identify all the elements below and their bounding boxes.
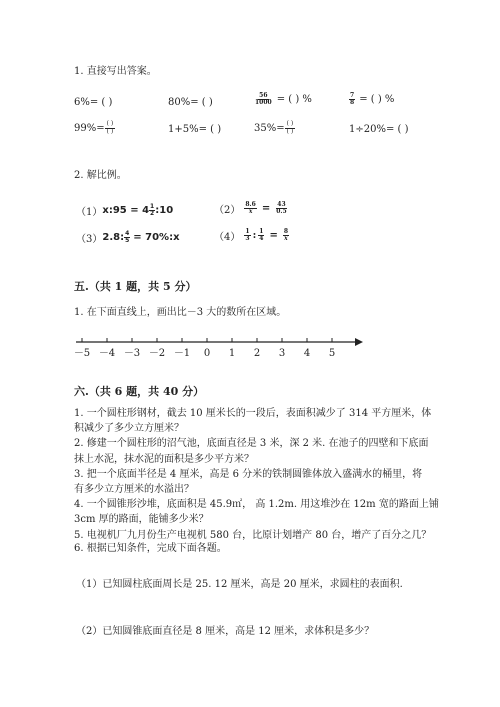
q1-item-1: 6%= ( ) — [74, 97, 113, 108]
s6-line: 5. 电视机厂九月份生产电视机 580 台，比原计划增产 80 台，增产了百分之几？ — [74, 529, 432, 541]
tick-label: －3 — [123, 348, 141, 359]
q1-item-7: 35%= $\frac{( )}{( )}$ — [254, 120, 294, 135]
tick-label: 4 — [303, 348, 311, 359]
tick-label: －4 — [98, 348, 116, 359]
tick-label: －1 — [173, 348, 191, 359]
number-line — [70, 334, 370, 362]
tick-label: －2 — [148, 348, 166, 359]
q1-item-5: 99%= $\frac{( )}{( )}$ — [74, 120, 114, 135]
q2-item-1: （1） x:95 = 4 $\frac{1}{2}$ :10 — [76, 203, 174, 218]
answer-fraction: $\frac{( )}{( )}$ — [106, 120, 114, 135]
q1-title: 1. 直接写出答案。 — [74, 66, 157, 77]
tick-label: 3 — [278, 348, 286, 359]
q2-item-3: （3） 2.8: $\frac{4}{5}$ = 70%:x — [76, 230, 180, 245]
section-5-heading: 五.（共 1 题，共 5 分） — [74, 280, 197, 293]
q2-item-2: （2） $\frac{8.6}{x}$ = $\frac{43}{0.5}$ — [214, 201, 287, 216]
tick-label: 0 — [203, 348, 211, 359]
s6-question-6-2: （2）已知圆锥底面直径是 8 厘米，高是 12 厘米，求体积是多少？ — [76, 626, 375, 637]
answer-fraction: $\frac{( )}{( )}$ — [286, 120, 294, 135]
s6-line: 3. 把一个底面半径是 4 厘米，高是 6 分米的铁制圆锥体放入盛满水的桶里，将 — [74, 468, 423, 480]
s6-line: 抹上水泥，抹水泥的面积是多少平方米？ — [74, 453, 254, 465]
s6-questions — [74, 406, 439, 543]
s6-line: 2. 修建一个圆柱形的沼气池，底面直径是 3 米，深 2 米. 在池子的四壁和下底面 — [74, 438, 429, 450]
s6-question-6-1: （1）已知圆柱底面周长是 25. 12 厘米，高是 20 厘米，求圆柱的表面积. — [76, 579, 403, 590]
q2-item-4: （4） $\frac{1}{3}$ : $\frac{1}{4}$ = $\frac{8}{x}$ — [214, 228, 289, 243]
tick-label: －5 — [73, 348, 91, 359]
s6-line: 4. 一个圆锥形沙堆，底面积是 45.9㎡， 高 1.2m. 用这堆沙在 12m 宽的路面上铺 — [74, 499, 439, 511]
section-6-heading: 六.（共 6 题，共 40 分） — [74, 385, 205, 398]
q1-item-3: $\frac{56}{1000}$ = ( ) % — [255, 92, 312, 106]
s6-line: 1. 一个圆柱形钢材，截去 10 厘米长的一段后，表面积减少了 314 平方厘米，体 — [74, 408, 432, 419]
s6-question-6: 6. 根据已知条件，完成下面各题。 — [74, 543, 227, 554]
tick-label: 5 — [328, 348, 336, 359]
s6-line: 3cm 厚的路面，能铺多少米？ — [74, 514, 209, 526]
s6-line: 有多少立方厘米的水溢出？ — [74, 484, 194, 496]
tick-label: 2 — [253, 348, 261, 359]
fraction: $\frac{56}{1000}$ — [255, 92, 272, 106]
s5-question-1: 1. 在下面直线上，画出比－3 大的数所在区域。 — [74, 307, 287, 318]
q1-item-6: 1+5%= ( ) — [168, 124, 222, 135]
s6-line: 积减少了多少立方厘米？ — [74, 423, 184, 435]
fraction: $\frac{7}{8}$ — [350, 92, 355, 106]
q1-item-4: $\frac{7}{8}$ = ( ) % — [350, 92, 395, 106]
q1-item-8: 1÷20%= ( ) — [349, 124, 409, 135]
tick-label: 1 — [228, 348, 236, 359]
q1-item-2: 80%= ( ) — [168, 97, 213, 108]
q2-title: 2. 解比例。 — [74, 170, 127, 181]
